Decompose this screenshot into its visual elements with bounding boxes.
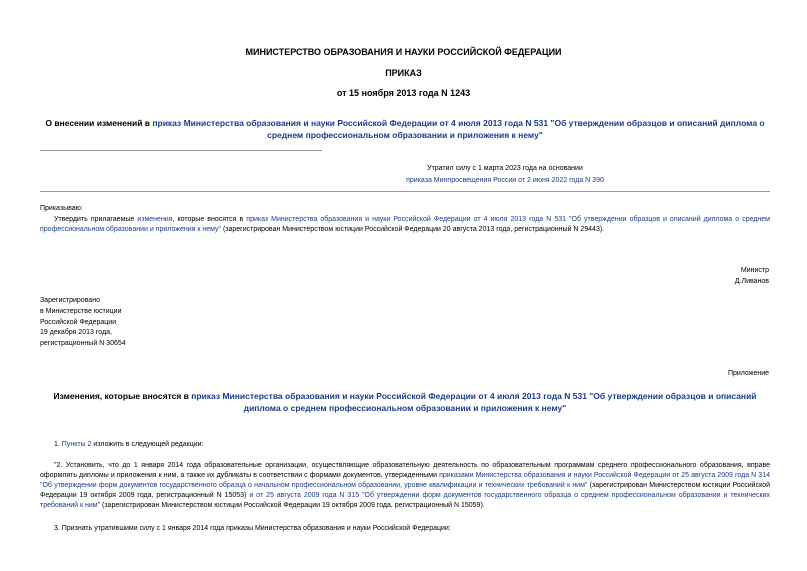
registration-line: 19 декабря 2013 года, (40, 329, 112, 336)
item-2-text-1: "2. Установить, что до 1 января 2014 года образовательные организации, осуществляющие образовательную деятельность по образовательным программам среднего профессионального образования, вправе оформлять дипломы и приложения к ним, а также их дубликаты в соответствии с формами документов, утвержденными (40, 462, 770, 479)
registration-line: регистрационный N 30654 (40, 340, 126, 347)
item-2-text-3: (зарегистрирован Министерством юстиции Российской Федерации 19 октября 2009 года, регистрационный N 15059). (100, 502, 485, 509)
order-315-link[interactable]: и от 25 августа 2009 года N 315 "Об утверждении форм документов государственного образца о среднем профессиональном образовании и технических требований к ним" (40, 492, 770, 509)
appendix-title-prefix: Изменения, которые вносятся в (53, 391, 192, 401)
status-line: Утратил силу с 1 марта 2023 года на основании (427, 165, 583, 172)
item-1-link[interactable]: Пункты 2 (61, 441, 92, 448)
divider-line-2 (40, 191, 770, 192)
divider-line (40, 150, 322, 151)
order-text-2: , которые вносятся в (172, 216, 247, 223)
ministry-heading: МИНИСТЕРСТВО ОБРАЗОВАНИЯ И НАУКИ РОССИЙСКОЙ ФЕДЕРАЦИИ (245, 47, 562, 57)
document-date-number: от 15 ноября 2013 года N 1243 (336, 88, 471, 98)
registration-line: Зарегистрировано (40, 297, 100, 304)
document-type: ПРИКАЗ (385, 68, 422, 78)
order-531-link[interactable]: приказ Министерства образования и науки Российской Федерации от 4 июля 2013 года N 531 "Об утверждении образцов и описаний диплома о среднем профессиональном образовании и приложения к нему" (40, 216, 770, 233)
order-intro: Приказываю: (40, 205, 83, 212)
order-text-1: Утвердить прилагаемые (54, 216, 138, 223)
registration-line: Российской Федерации (40, 319, 117, 326)
document-title (40, 117, 770, 141)
item-1 (54, 440, 203, 450)
changes-link[interactable]: изменения (137, 216, 173, 223)
title-link[interactable]: приказ Министерства образования и науки Российской Федерации от 4 июля 2013 года N 531 "Об утверждении образцов и описаний диплома о среднем профессиональном образовании и приложения к нему" (152, 118, 765, 140)
item-1-text: изложить в следующей редакции: (91, 441, 204, 448)
order-text-3: (зарегистрирован Министерством юстиции Российской Федерации 20 августа 2013 года, регистрационный N 29443). (221, 226, 605, 233)
item-2-text-2: (зарегистрирован Министерством юстиции Российской Федерации 19 октября 2009 года, регистрационный N 15053) (40, 482, 771, 499)
title-prefix: О внесении изменений в (45, 118, 153, 128)
appendix-title-link[interactable]: приказ Министерства образования и науки Российской Федерации от 4 июля 2013 года N 531 "Об утверждении образцов и описаний диплома о среднем профессиональном образовании и приложения к нему" (191, 391, 757, 413)
status-link[interactable]: приказа Минпросвещения России от 2 июня 2022 года N 390 (406, 177, 604, 184)
order-paragraph (40, 215, 770, 235)
order-314-link[interactable]: приказами Министерства образования и науки Российской Федерации от 25 августа 2009 года N 314 "Об утверждении форм документов государственного образца о начальном профессиональном образовании, уровне квалификации и технических требований к ним" (40, 472, 770, 489)
appendix-title (40, 390, 770, 414)
signature-name: Д.Ливанов (734, 278, 769, 285)
item-2-paragraph (40, 461, 770, 511)
item-1-number: 1. (54, 441, 62, 448)
registration-line: в Министерстве юстиции (40, 308, 122, 315)
appendix-label: Приложение (727, 370, 769, 377)
item-3: 3. Признать утратившими силу с 1 января 2014 года приказы Министерства образования и науки Российской Федерации: (54, 525, 451, 532)
signature-position: Министр (740, 267, 769, 274)
